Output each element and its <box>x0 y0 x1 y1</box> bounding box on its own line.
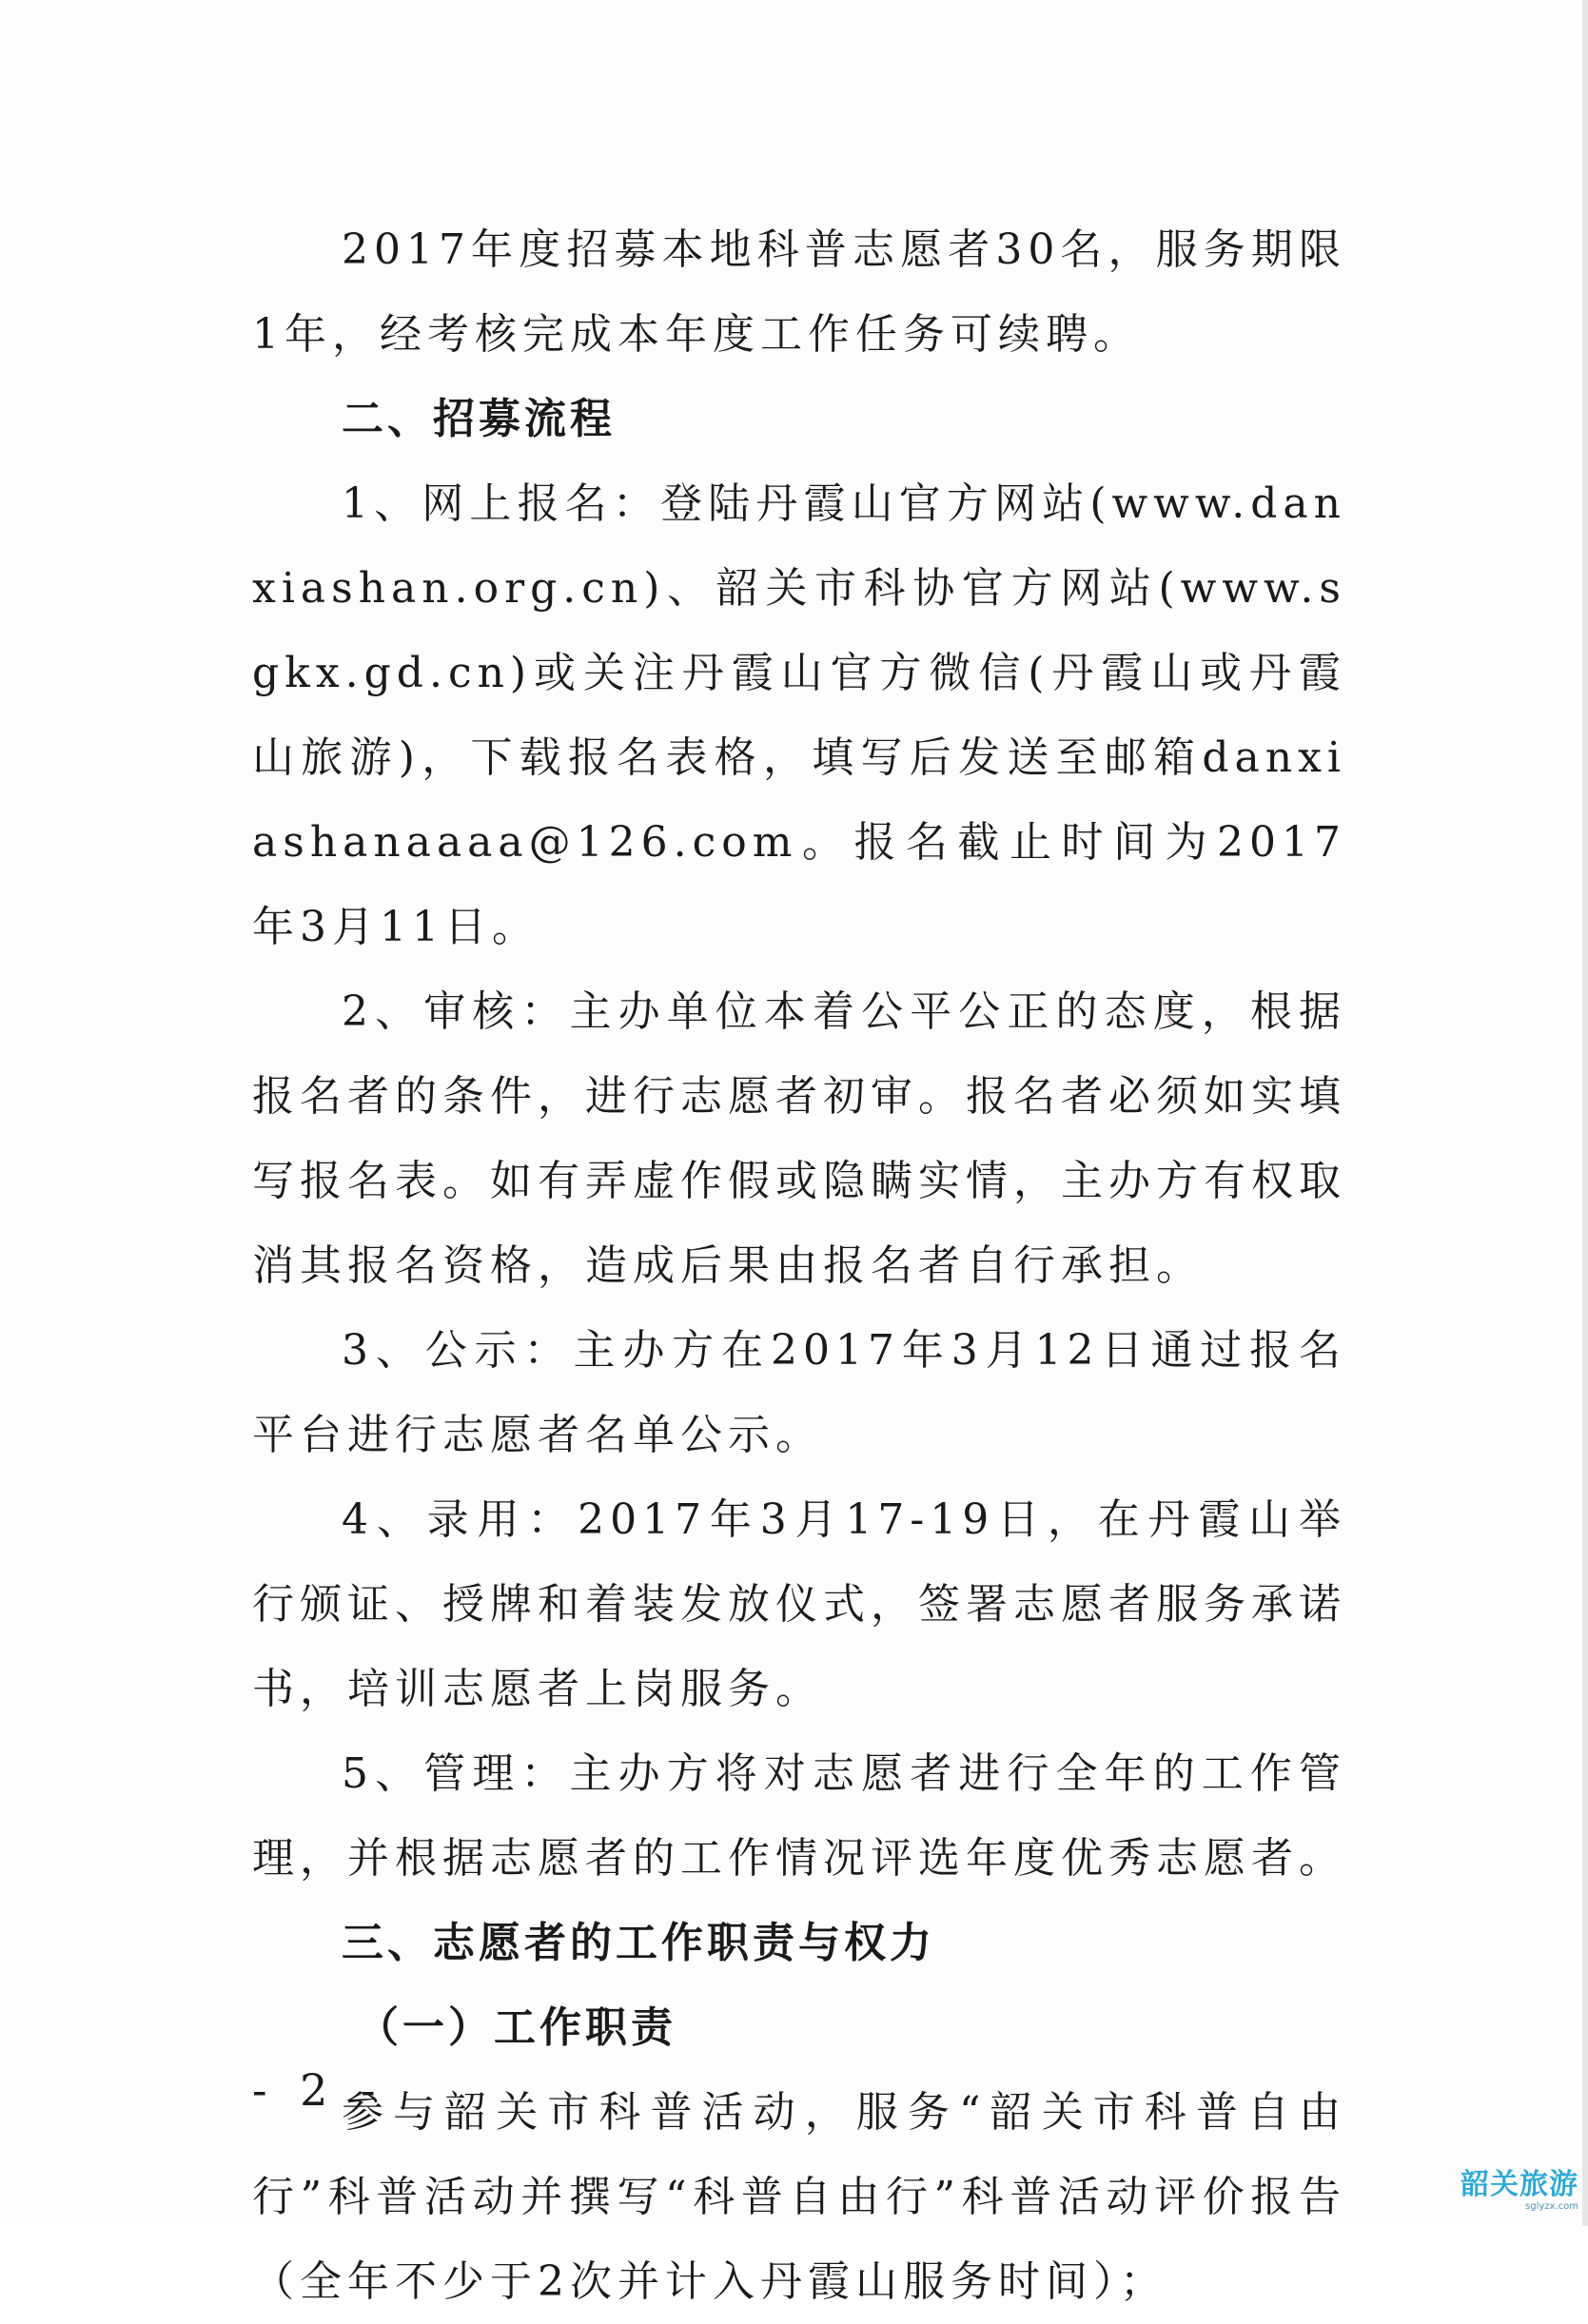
paragraph-hiring: 4、录用：2017年3月17-19日，在丹霞山举行颁证、授牌和着装发放仪式，签署志愿者服务承诺书，培训志愿者上岗服务。 <box>252 1495 1346 1713</box>
subheading-work-duties: （一）工作职责 <box>357 2003 676 2052</box>
page-edge-shadow <box>1582 0 1588 2226</box>
paragraph-management: 5、管理：主办方将对志愿者进行全年的工作管理，并根据志愿者的工作情况评选年度优秀志愿者。 <box>252 1749 1346 1883</box>
watermark-logo-url: sglyzx.com <box>1525 2201 1578 2212</box>
watermark-logo <box>1450 2169 1578 2217</box>
paragraph-recruitment-quota: 2017年度招募本地科普志愿者30名，服务期限1年，经考核完成本年度工作任务可续聘。 <box>252 225 1346 359</box>
paragraph-publicity: 3、公示：主办方在2017年3月12日通过报名平台进行志愿者名单公示。 <box>252 1326 1346 1459</box>
heading-recruitment-process: 二、招募流程 <box>342 395 616 443</box>
document-body <box>252 207 1346 2324</box>
paragraph-review: 2、审核：主办单位本着公平公正的态度，根据报名者的条件，进行志愿者初审。报名者必须如实填写报名表。如有弄虚作假或隐瞒实情，主办方有权取消其报名资格，造成后果由报名者自行承担。 <box>252 987 1346 1290</box>
paragraph-online-registration: 1、网上报名：登陆丹霞山官方网站(www.danxiashan.org.cn)、韶关市科协官方网站(www.sgkx.gd.cn)或关注丹霞山官方微信(丹霞山或丹霞山旅游)，下载报名表格，填写后发送至邮箱danxiashanaaaa@126.com。报名截止时间为2017年3月11日。 <box>252 479 1346 951</box>
heading-volunteer-duties: 三、志愿者的工作职责与权力 <box>342 1919 935 1967</box>
watermark-logo-text: 韶关旅游 <box>1461 2168 1578 2201</box>
page-number: - 2 - <box>252 2064 385 2116</box>
paragraph-duty-item: 参与韶关市科普活动，服务“韶关市科普自由行”科普活动并撰写“科普自由行”科普活动评价报告（全年不少于2次并计入丹霞山服务时间）； <box>252 2088 1346 2306</box>
